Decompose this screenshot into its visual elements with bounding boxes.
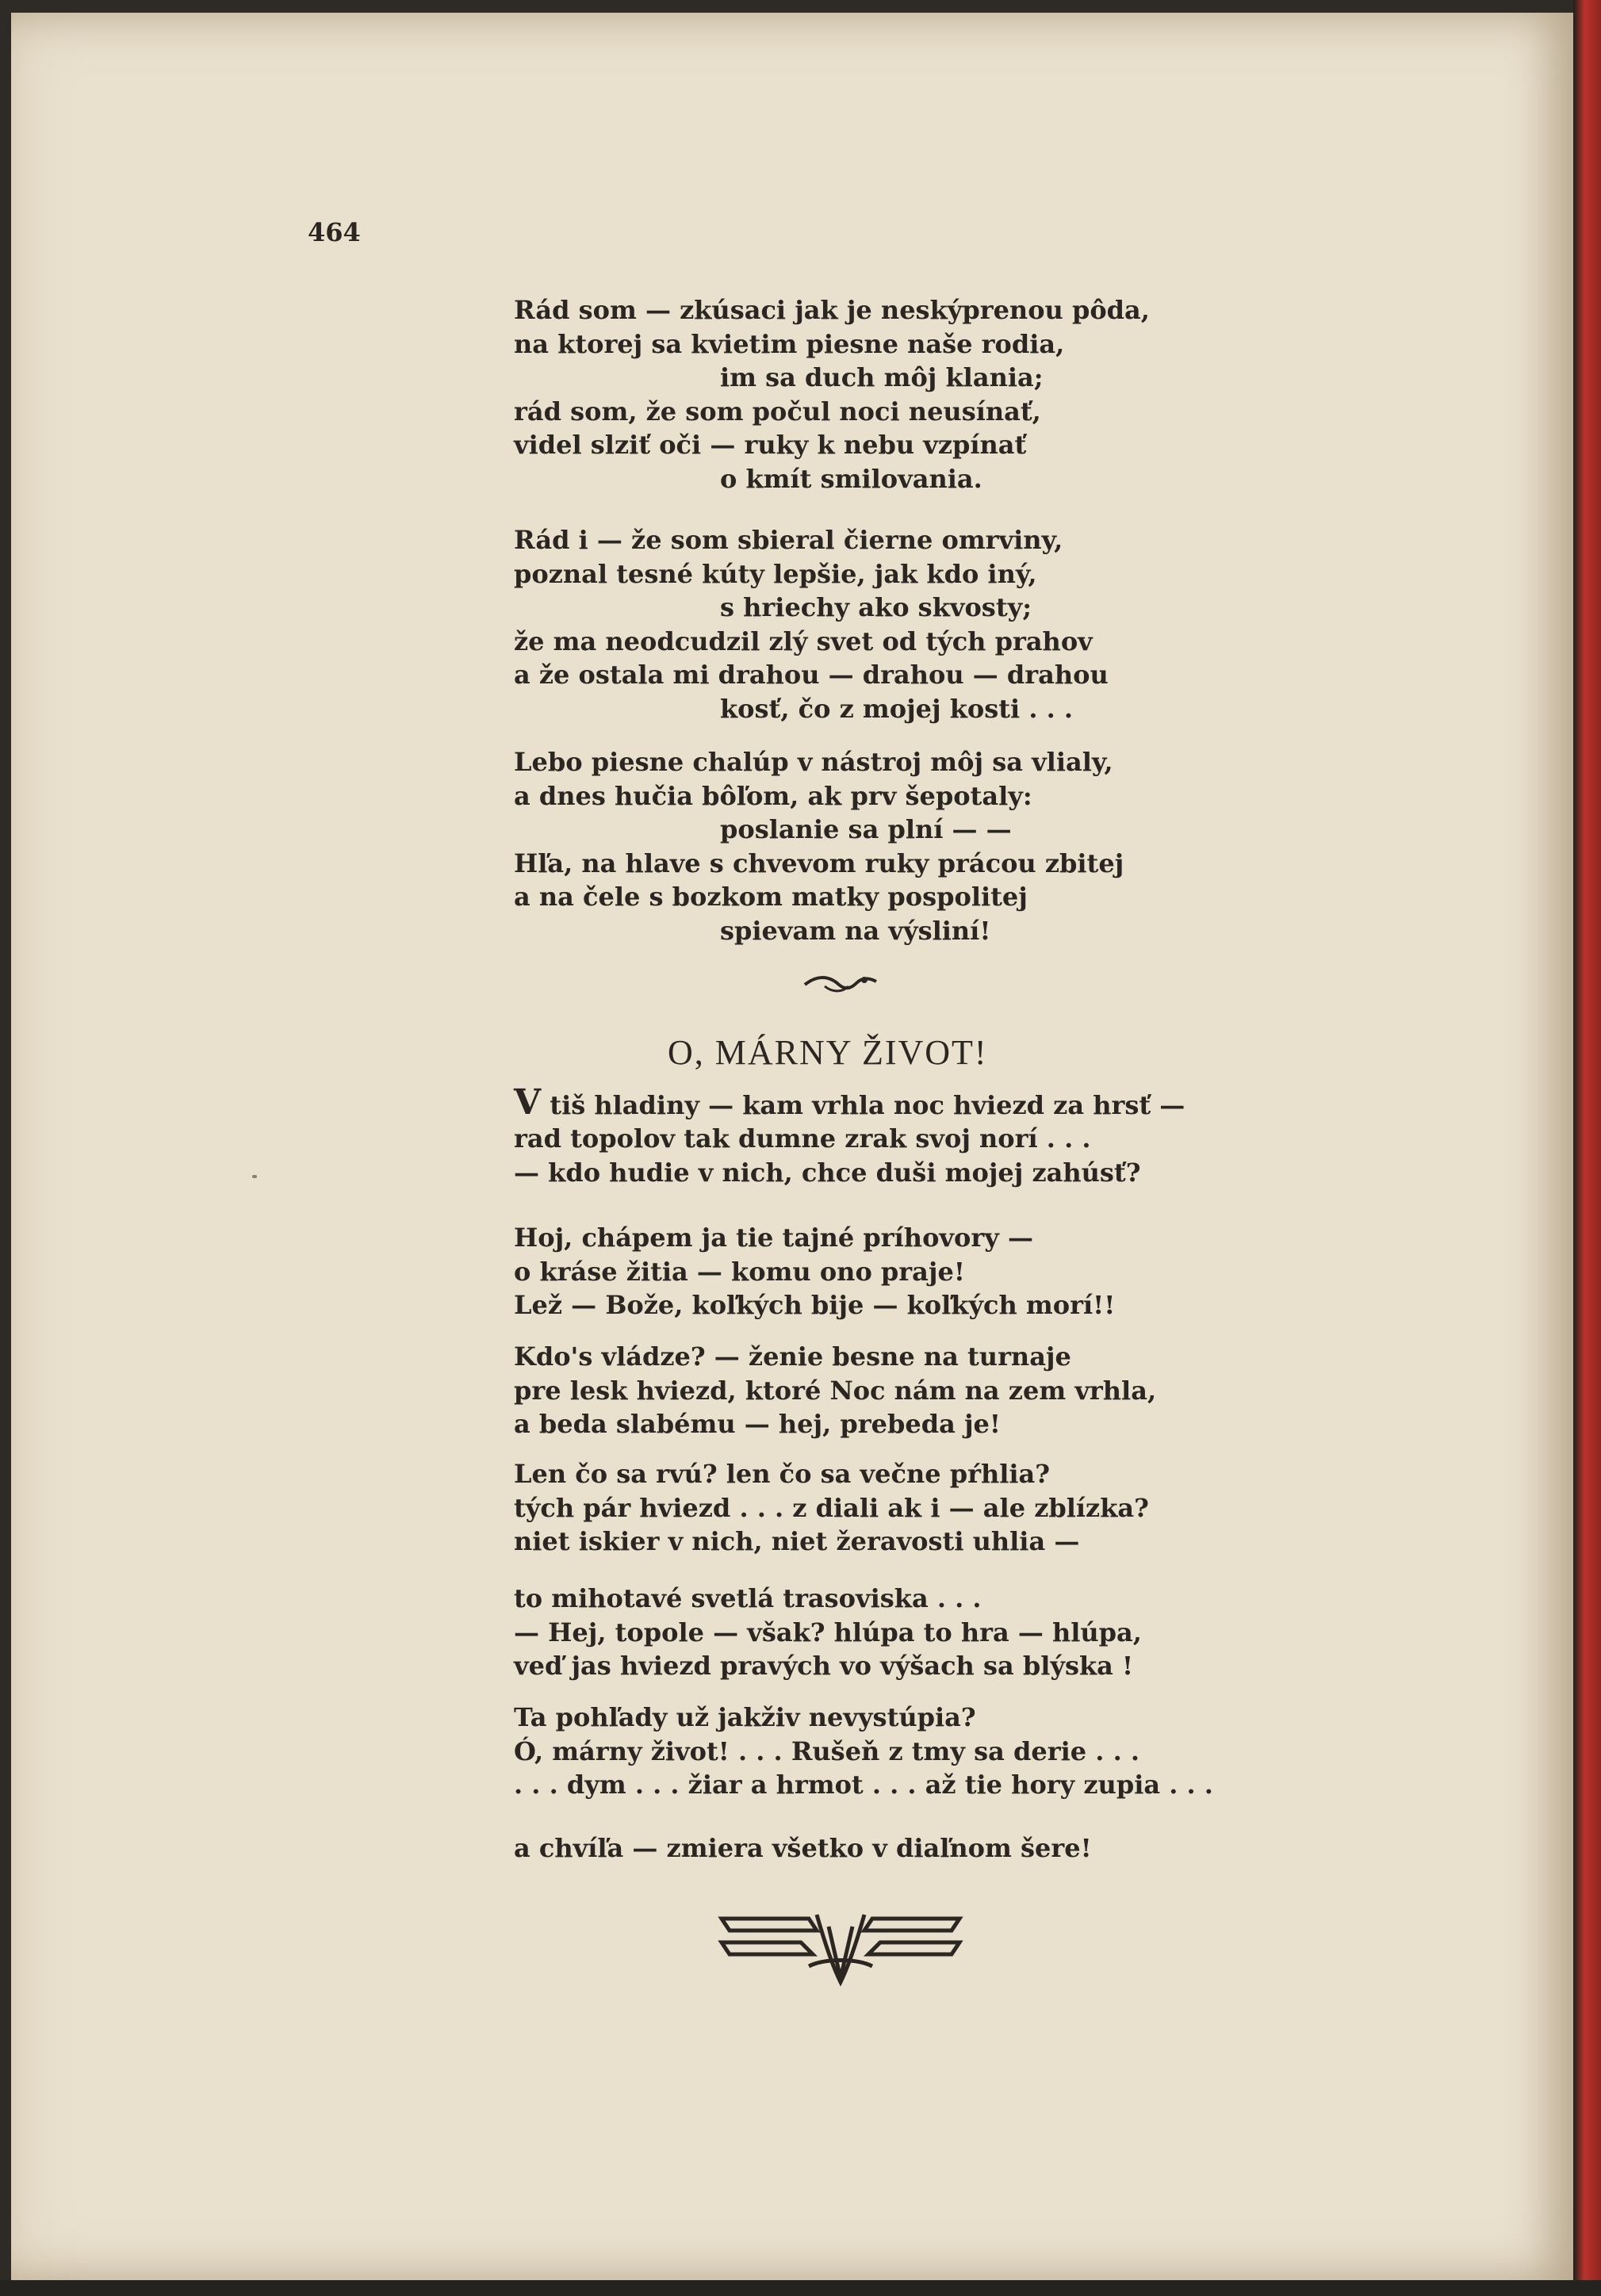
poem-line: Lež — Bože, koľkých bije — koľkých morí!! [514, 1290, 1116, 1320]
poem-line: a na čele s bozkom matky pospolitej [514, 882, 1028, 912]
poem-line: tých pár hviezd . . . z diali ak i — ale zblízka? [514, 1492, 1149, 1523]
drop-cap: V [514, 1082, 542, 1123]
poem-line: to mihotavé svetlá trasoviska . . . [514, 1583, 982, 1613]
poem-line: o kmít smilovania. [720, 463, 982, 494]
poem-line: Hoj, chápem ja tie tajné príhovory — [514, 1223, 1033, 1253]
poem-line: Rád i — že som sbieral čierne omrviny, [514, 525, 1063, 555]
poem-line: . . . dym . . . žiar a hrmot . . . až tie hory zupia . . . [514, 1770, 1213, 1800]
poem-line: a beda slabému — hej, prebeda je! [514, 1409, 1001, 1439]
poem-line: a dnes hučia bôľom, ak prv šepotaly: [514, 780, 1032, 811]
poem-line: pre lesk hviezd, ktoré Noc nám na zem vrhla, [514, 1375, 1157, 1406]
poem-line: spievam na výsliní! [720, 915, 991, 946]
poem-line: poznal tesné kúty lepšie, jak kdo iný, [514, 558, 1037, 589]
poem-first-line-text: tiš hladiny — kam vrhla noc hviezd za hrsť — [541, 1090, 1185, 1120]
poem-line: Len čo sa rvú? len čo sa večne pŕhlia? [514, 1459, 1051, 1489]
book-edge [1573, 0, 1601, 2296]
paper-speck [252, 1175, 257, 1178]
poem-line: videl slziť oči — ruky k nebu vzpínať [514, 430, 1027, 460]
poem-line: im sa duch môj klania; [720, 362, 1044, 392]
poem-first-line [514, 1082, 1185, 1123]
poem-line: s hriechy ako skvosty; [720, 592, 1032, 622]
poem-line: a že ostala mi drahou — drahou — drahou [514, 660, 1109, 690]
poem-line: na ktorej sa kvietim piesne naše rodia, [514, 328, 1065, 359]
poem-line: — kdo hudie v nich, chce duši mojej zahúsť? [514, 1157, 1141, 1188]
poem-line: Ta pohľady už jakživ nevystúpia? [514, 1702, 976, 1732]
poem-line: rád som, že som počul noci neusínať, [514, 396, 1041, 427]
poem-line: — Hej, topole — však? hlúpa to hra — hlúpa, [514, 1617, 1142, 1647]
poem-line: poslanie sa plní — — [720, 814, 1012, 844]
book-bottom-edge [0, 2280, 1601, 2296]
poem-line: Ó, márny život! . . . Rušeň z tmy sa derie . . . [514, 1735, 1139, 1766]
page-number: 464 [308, 217, 361, 247]
poem-line: Hľa, na hlave s chvevom ruky prácou zbitej [514, 848, 1124, 878]
poem-line: niet iskier v nich, niet žeravosti uhlia — [514, 1526, 1080, 1556]
poem-line: Lebo piesne chalúp v nástroj môj sa vlialy, [514, 747, 1113, 777]
flourish-divider-icon [801, 969, 880, 997]
poem-line: že ma neodcudzil zlý svet od tých prahov [514, 626, 1093, 656]
poem-title: O, MÁRNY ŽIVOT! [668, 1033, 988, 1072]
poem-line: veď jas hviezd pravých vo výšach sa blýska ! [514, 1651, 1134, 1681]
poem-line: Rád som — zkúsaci jak je neskýprenou pôda, [514, 295, 1150, 325]
poem-line: Kdo's vládze? — ženie besne na turnaje [514, 1341, 1071, 1372]
poem-line: o kráse žitia — komu ono praje! [514, 1256, 965, 1287]
poem-line: rad topolov tak dumne zrak svoj norí . . . [514, 1123, 1091, 1154]
poem-line: kosť, čo z mojej kosti . . . [720, 693, 1074, 724]
poem-line: a chvíľa — zmiera všetko v diaľnom šere! [514, 1833, 1092, 1863]
tailpiece-ornament-icon [714, 1903, 967, 1990]
